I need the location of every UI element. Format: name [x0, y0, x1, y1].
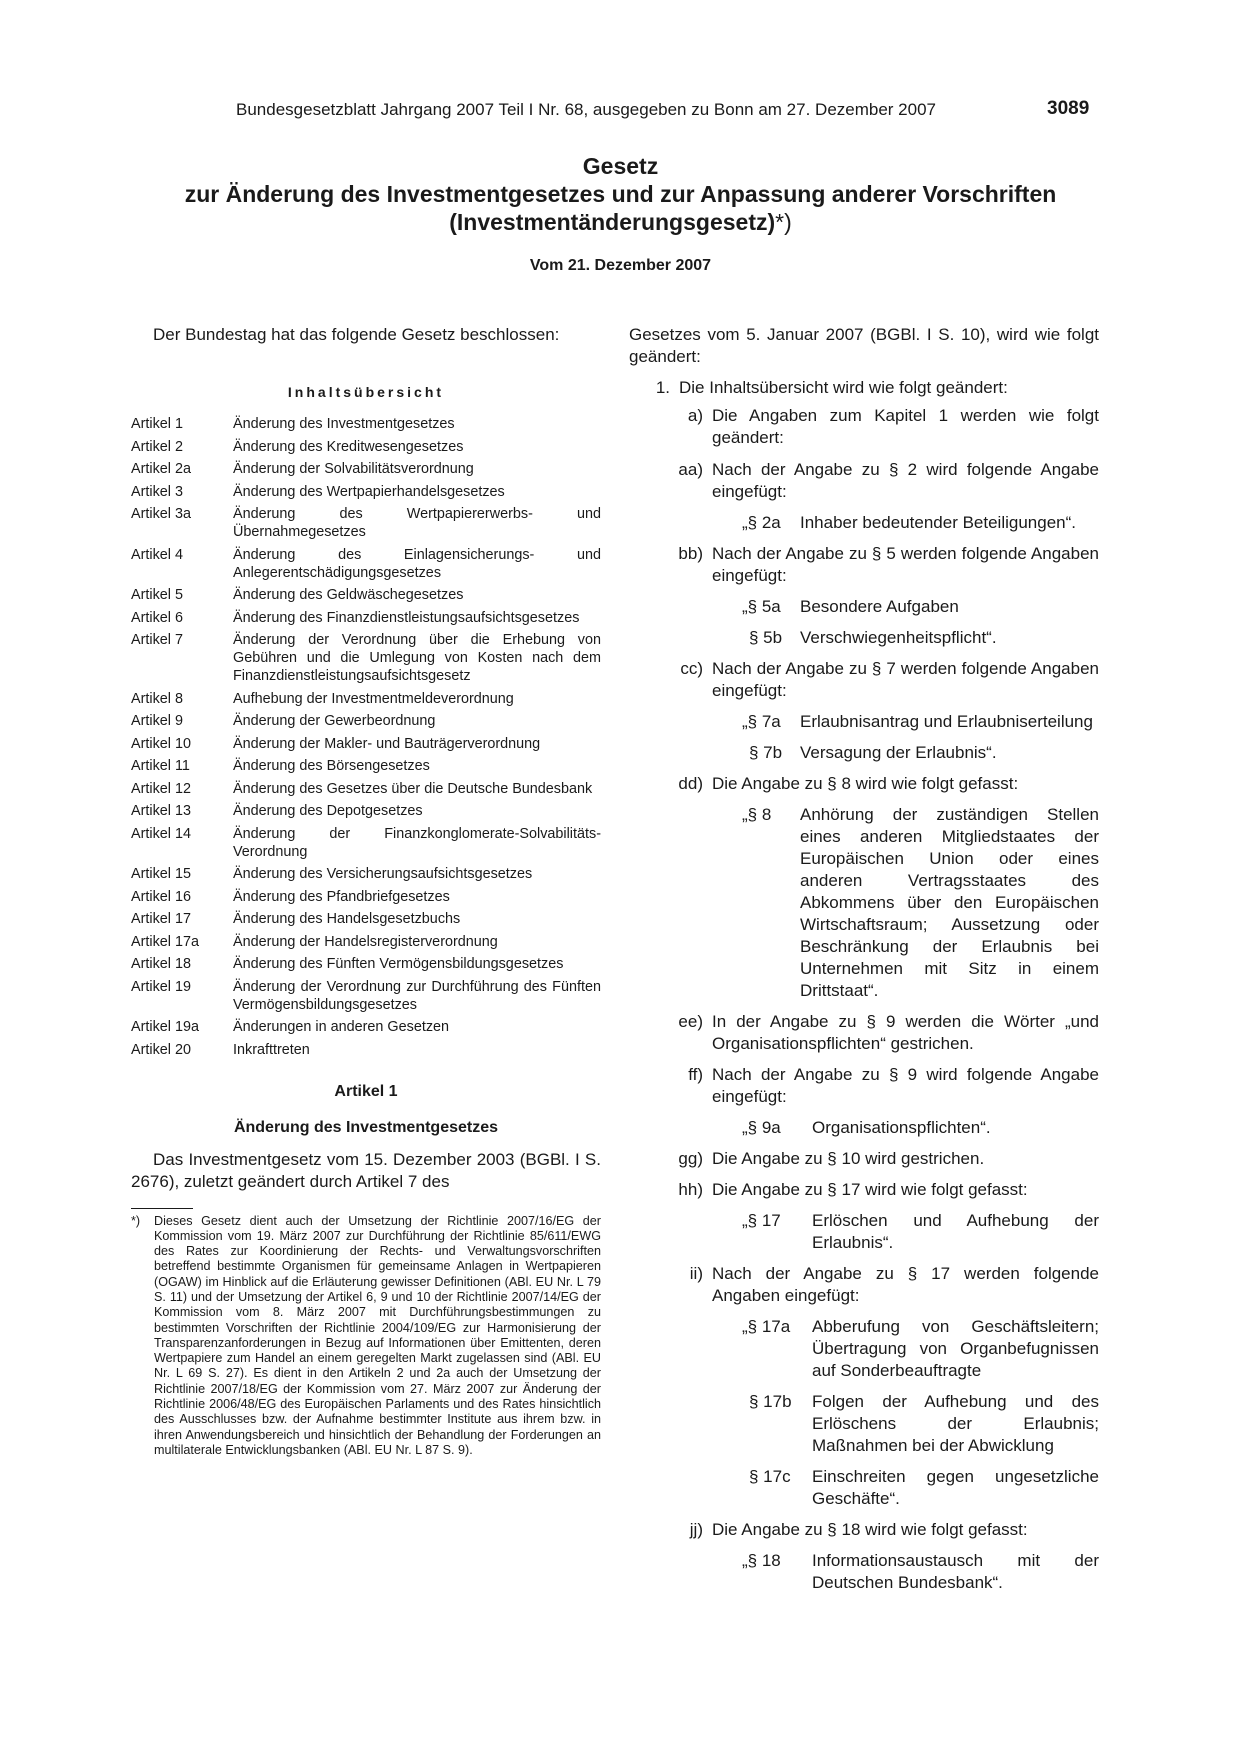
title-line-1: Gesetz	[582, 153, 659, 179]
toc-row	[131, 757, 601, 775]
toc-article-title: Änderung der Handelsregisterverordnung	[233, 933, 498, 950]
toc-row	[131, 712, 601, 730]
footnote-divider	[131, 1208, 193, 1209]
toc-article-title: Änderung der Verordnung zur Durchführung des Fünften Vermögensbildungsgesetzes	[233, 978, 601, 1013]
toc-article-number: Artikel 9	[131, 713, 183, 729]
item-text: Die Angabe zu § 17 wird wie folgt gefasst:	[712, 1180, 1028, 1199]
table-of-contents	[131, 415, 601, 1059]
amendment-item-a	[629, 405, 1099, 449]
item-text: Nach der Angabe zu § 9 wird folgende Angabe eingefügt:	[712, 1065, 1099, 1106]
toc-heading: Inhaltsübersicht	[287, 384, 445, 400]
toc-article-number: Artikel 14	[131, 825, 191, 842]
article-heading: Artikel 1	[334, 1082, 398, 1100]
toc-article-title: Änderung der Finanzkonglomerate-Solvabilitäts-Verordnung	[233, 825, 601, 860]
item-text: Nach der Angabe zu § 7 werden folgende Angaben eingefügt:	[712, 659, 1099, 700]
toc-row	[131, 933, 601, 951]
entry-title: Folgen der Aufhebung und des Erlöschens der Erlaubnis; Maßnahmen bei der Abwicklung	[812, 1392, 1099, 1455]
inserted-entry	[629, 804, 1099, 1002]
sub-item-ff	[629, 1064, 1099, 1108]
entry-title: Erlöschen und Aufhebung der Erlaubnis“.	[812, 1211, 1099, 1252]
item-text: Die Inhaltsübersicht wird wie folgt geändert:	[679, 378, 1008, 397]
item-text: Nach der Angabe zu § 2 wird folgende Angabe eingefügt:	[712, 460, 1099, 501]
toc-article-title: Änderung des Versicherungsaufsichtsgesetzes	[233, 866, 533, 882]
entry-title: Erlaubnisantrag und Erlaubniserteilung	[800, 712, 1093, 731]
toc-row	[131, 1041, 601, 1059]
sub-item-hh	[629, 1179, 1099, 1201]
item-text: Die Angabe zu § 18 wird wie folgt gefasst:	[712, 1520, 1028, 1539]
title-line-3	[100, 208, 1141, 236]
toc-article-number: Artikel 19a	[131, 1019, 199, 1035]
inserted-entry	[629, 1117, 1099, 1139]
entry-title: Versagung der Erlaubnis“.	[800, 743, 997, 762]
toc-article-number: Artikel 4	[131, 546, 183, 563]
toc-row	[131, 910, 601, 928]
toc-article-title: Änderung des Investmentgesetzes	[233, 416, 455, 432]
toc-row	[131, 483, 601, 501]
toc-article-number: Artikel 2a	[131, 461, 191, 477]
toc-article-title: Änderung des Handelsgesetzbuchs	[233, 911, 461, 927]
entry-number: § 7b	[749, 743, 783, 762]
item-label: gg)	[678, 1149, 703, 1168]
footnote	[131, 1214, 601, 1459]
toc-article-number: Artikel 1	[131, 416, 183, 432]
toc-article-number: Artikel 8	[131, 690, 183, 707]
inserted-entry	[629, 711, 1099, 733]
title-line-2: zur Änderung des Investmentgesetzes und zur Anpassung anderer Vorschriften	[184, 181, 1057, 207]
toc-article-title: Änderung des Gesetzes über die Deutsche Bundesbank	[233, 780, 593, 797]
entry-number: „§ 17a	[742, 1317, 791, 1336]
toc-article-title: Änderung der Verordnung über die Erhebung von Gebühren und die Umlegung von Kosten nach dem Finanzdienstleistungsaufsichtsgesetz	[233, 632, 601, 684]
toc-row	[131, 690, 601, 708]
toc-article-title: Änderung der Gewerbeordnung	[233, 713, 436, 729]
sub-item-jj	[629, 1519, 1099, 1541]
entry-number: „§ 8	[742, 805, 772, 824]
toc-article-title: Änderung des Wertpapiererwerbs- und Übernahmegesetzes	[233, 506, 601, 540]
inserted-entry	[629, 596, 1099, 618]
toc-row	[131, 955, 601, 973]
running-header: Bundesgesetzblatt Jahrgang 2007 Teil I Nr. 68, ausgegeben zu Bonn am 27. Dezember 2007	[236, 100, 936, 119]
page-number: 3089	[1047, 98, 1090, 119]
toc-article-title: Änderung des Wertpapierhandelsgesetzes	[233, 483, 505, 500]
toc-article-title: Änderung des Einlagensicherungs- und Anlegerentschädigungsgesetzes	[233, 546, 601, 581]
toc-row	[131, 1018, 601, 1036]
toc-article-number: Artikel 20	[131, 1041, 191, 1058]
toc-row	[131, 505, 601, 541]
toc-row	[131, 802, 601, 820]
toc-article-title: Änderung des Finanzdienstleistungsaufsichtsgesetzes	[233, 609, 580, 626]
entry-title: Anhörung der zuständigen Stellen eines anderen Mitgliedstaates der Europäischen Union oder eines anderen Vertragsstaates des Abkommens über den Europäischen Wirtschaftsraum; Aussetzung oder Beschränkung der Erlaubnis bei Unternehmen mit Sitz in einem Drittstaat“.	[800, 805, 1099, 1000]
article-body: Das Investmentgesetz vom 15. Dezember 2003 (BGBl. I S. 2676), zuletzt geändert durch Artikel 7 des	[131, 1149, 601, 1191]
toc-row	[131, 438, 601, 456]
toc-article-title: Inkrafttreten	[233, 1041, 310, 1058]
item-label: ff)	[688, 1065, 703, 1084]
inserted-entry	[629, 1466, 1099, 1510]
toc-article-title: Änderung der Makler- und Bauträgerverordnung	[233, 735, 541, 752]
preamble: Der Bundestag hat das folgende Gesetz beschlossen:	[153, 325, 560, 344]
title-short-name: (Investmentänderungsgesetz)	[449, 209, 776, 235]
entry-number: „§ 17	[742, 1211, 781, 1230]
toc-row	[131, 546, 601, 582]
item-label: ii)	[689, 1264, 703, 1283]
toc-article-title: Aufhebung der Investmentmeldeverordnung	[233, 690, 514, 707]
inserted-entry	[629, 1391, 1099, 1457]
sub-item-dd	[629, 773, 1099, 795]
left-column	[131, 324, 601, 1458]
toc-article-number: Artikel 17a	[131, 933, 199, 950]
footnote-text: Dieses Gesetz dient auch der Umsetzung der Richtlinie 2007/16/EG der Kommission vom 19. März 2007 zur Durchführung der Richtlinie 85/611/EWG des Rates zur Koordinierung der Rechts- und Verwaltungsvorschriften betreffend bestimmte Organismen für gemeinsame Anlagen in Wertpapieren (OGAW) im Hinblick auf die Erläuterung gewisser Definitionen (ABl. EU Nr. L 79 S. 11) und der Umsetzung der Artikel 6, 9 und 10 der Richtlinie 2007/14/EG der Kommission vom 8. März 2007 mit Durchführungsbestimmungen zu bestimmten Vorschriften der Richtlinie 2004/109/EG zur Harmonisierung der Transparenzanforderungen in Bezug auf Informationen über Emittenten, deren Wertpapiere zum Handel an einem geregelten Markt zugelassen sind (ABl. EU Nr. L 69 S. 27). Es dient in den Artikeln 2 und 2a auch der Umsetzung der Richtlinie 2007/18/EG der Kommission vom 27. März 2007 zur Änderung der Richtlinie 2006/48/EG des Europäischen Parlaments und des Rates hinsichtlich des Ausschlusses bzw. der Aufnahme bestimmter Institute aus ihrem bzw. in ihren Anwendungsbereich und hinsichtlich der Behandlung der Forderungen an multilaterale Entwicklungsbanken (ABl. EU Nr. L 87 S. 9).	[154, 1213, 601, 1457]
amendment-item-1	[629, 377, 1099, 399]
entry-number: „§ 9a	[742, 1118, 781, 1137]
law-title	[100, 152, 1141, 236]
entry-number: § 17c	[749, 1467, 791, 1486]
entry-number: „§ 2a	[742, 513, 781, 532]
toc-row	[131, 780, 601, 798]
entry-title: Verschwiegenheitspflicht“.	[800, 628, 997, 647]
inserted-entry	[629, 1316, 1099, 1382]
item-label: dd)	[678, 774, 703, 793]
toc-article-number: Artikel 15	[131, 866, 191, 882]
inserted-entry	[629, 1550, 1099, 1594]
item-label: 1.	[655, 378, 670, 397]
toc-article-number: Artikel 10	[131, 735, 191, 752]
entry-title: Informationsaustausch mit der Deutschen Bundesbank“.	[812, 1551, 1099, 1592]
toc-article-number: Artikel 19	[131, 978, 191, 995]
item-text: Die Angabe zu § 10 wird gestrichen.	[712, 1149, 985, 1168]
sub-item-gg	[629, 1148, 1099, 1170]
item-label: a)	[687, 406, 703, 425]
toc-article-title: Änderung des Fünften Vermögensbildungsgesetzes	[233, 956, 564, 972]
toc-row	[131, 609, 601, 627]
sub-item-bb	[629, 543, 1099, 587]
toc-article-number: Artikel 2	[131, 438, 183, 455]
inserted-entry	[629, 512, 1099, 534]
toc-article-number: Artikel 11	[131, 758, 190, 774]
article-subheading: Änderung des Investmentgesetzes	[233, 1118, 499, 1136]
footnote-reference[interactable]: *)	[775, 209, 792, 235]
toc-article-number: Artikel 7	[131, 632, 183, 648]
toc-row	[131, 415, 601, 433]
inserted-entry	[629, 627, 1099, 649]
item-label: aa)	[678, 460, 703, 479]
entry-number: „§ 18	[742, 1551, 781, 1570]
sub-item-ee	[629, 1011, 1099, 1055]
toc-article-title: Änderung des Geldwäschegesetzes	[233, 587, 464, 603]
item-label: bb)	[678, 544, 703, 563]
sub-item-aa	[629, 459, 1099, 503]
toc-row	[131, 631, 601, 685]
toc-article-number: Artikel 12	[131, 780, 191, 797]
inserted-entry	[629, 1210, 1099, 1254]
entry-title: Einschreiten gegen ungesetzliche Geschäfte“.	[812, 1467, 1099, 1508]
entry-number: „§ 7a	[742, 712, 781, 731]
toc-row	[131, 460, 601, 478]
item-text: Die Angaben zum Kapitel 1 werden wie folgt geändert:	[712, 406, 1099, 447]
toc-row	[131, 735, 601, 753]
entry-title: Organisationspflichten“.	[812, 1118, 991, 1137]
entry-title: Abberufung von Geschäftsleitern; Übertragung von Organbefugnissen auf Sonderbeauftragte	[812, 1317, 1099, 1380]
toc-article-title: Änderung des Börsengesetzes	[233, 758, 430, 774]
right-column	[629, 324, 1099, 1594]
toc-row	[131, 888, 601, 906]
article-body-continued: Gesetzes vom 5. Januar 2007 (BGBl. I S. 10), wird wie folgt geändert:	[629, 325, 1099, 366]
sub-item-ii	[629, 1263, 1099, 1307]
item-label: jj)	[689, 1520, 703, 1539]
entry-number: § 5b	[749, 628, 783, 647]
entry-title: Inhaber bedeutender Beteiligungen“.	[800, 513, 1076, 532]
item-label: cc)	[680, 659, 703, 678]
enactment-date: Vom 21. Dezember 2007	[529, 257, 712, 274]
toc-article-title: Änderung des Depotgesetzes	[233, 803, 423, 819]
toc-article-number: Artikel 5	[131, 587, 183, 603]
entry-title: Besondere Aufgaben	[800, 597, 959, 616]
toc-article-title: Änderung des Pfandbriefgesetzes	[233, 888, 450, 905]
item-text: Nach der Angabe zu § 17 werden folgende Angaben eingefügt:	[712, 1264, 1099, 1305]
toc-row	[131, 825, 601, 861]
footnote-mark: *)	[131, 1213, 141, 1228]
toc-article-number: Artikel 18	[131, 956, 191, 972]
entry-number: „§ 5a	[742, 597, 781, 616]
toc-article-number: Artikel 16	[131, 888, 191, 905]
toc-article-title: Änderung der Solvabilitätsverordnung	[233, 461, 474, 477]
item-label: ee)	[678, 1012, 703, 1031]
toc-article-number: Artikel 3a	[131, 506, 191, 522]
toc-article-title: Änderungen in anderen Gesetzen	[233, 1019, 450, 1035]
item-text: In der Angabe zu § 9 werden die Wörter „und Organisationspflichten“ gestrichen.	[712, 1012, 1099, 1053]
entry-number: § 17b	[749, 1392, 792, 1411]
inserted-entry	[629, 742, 1099, 764]
toc-article-number: Artikel 3	[131, 483, 183, 500]
toc-article-number: Artikel 17	[131, 911, 191, 927]
toc-row	[131, 978, 601, 1014]
toc-article-number: Artikel 6	[131, 609, 183, 626]
toc-article-title: Änderung des Kreditwesengesetzes	[233, 438, 464, 455]
toc-row	[131, 865, 601, 883]
sub-item-cc	[629, 658, 1099, 702]
item-label: hh)	[678, 1180, 703, 1199]
toc-row	[131, 586, 601, 604]
item-text: Die Angabe zu § 8 wird wie folgt gefasst:	[712, 774, 1019, 793]
toc-article-number: Artikel 13	[131, 803, 191, 819]
item-text: Nach der Angabe zu § 5 werden folgende Angaben eingefügt:	[712, 544, 1099, 585]
